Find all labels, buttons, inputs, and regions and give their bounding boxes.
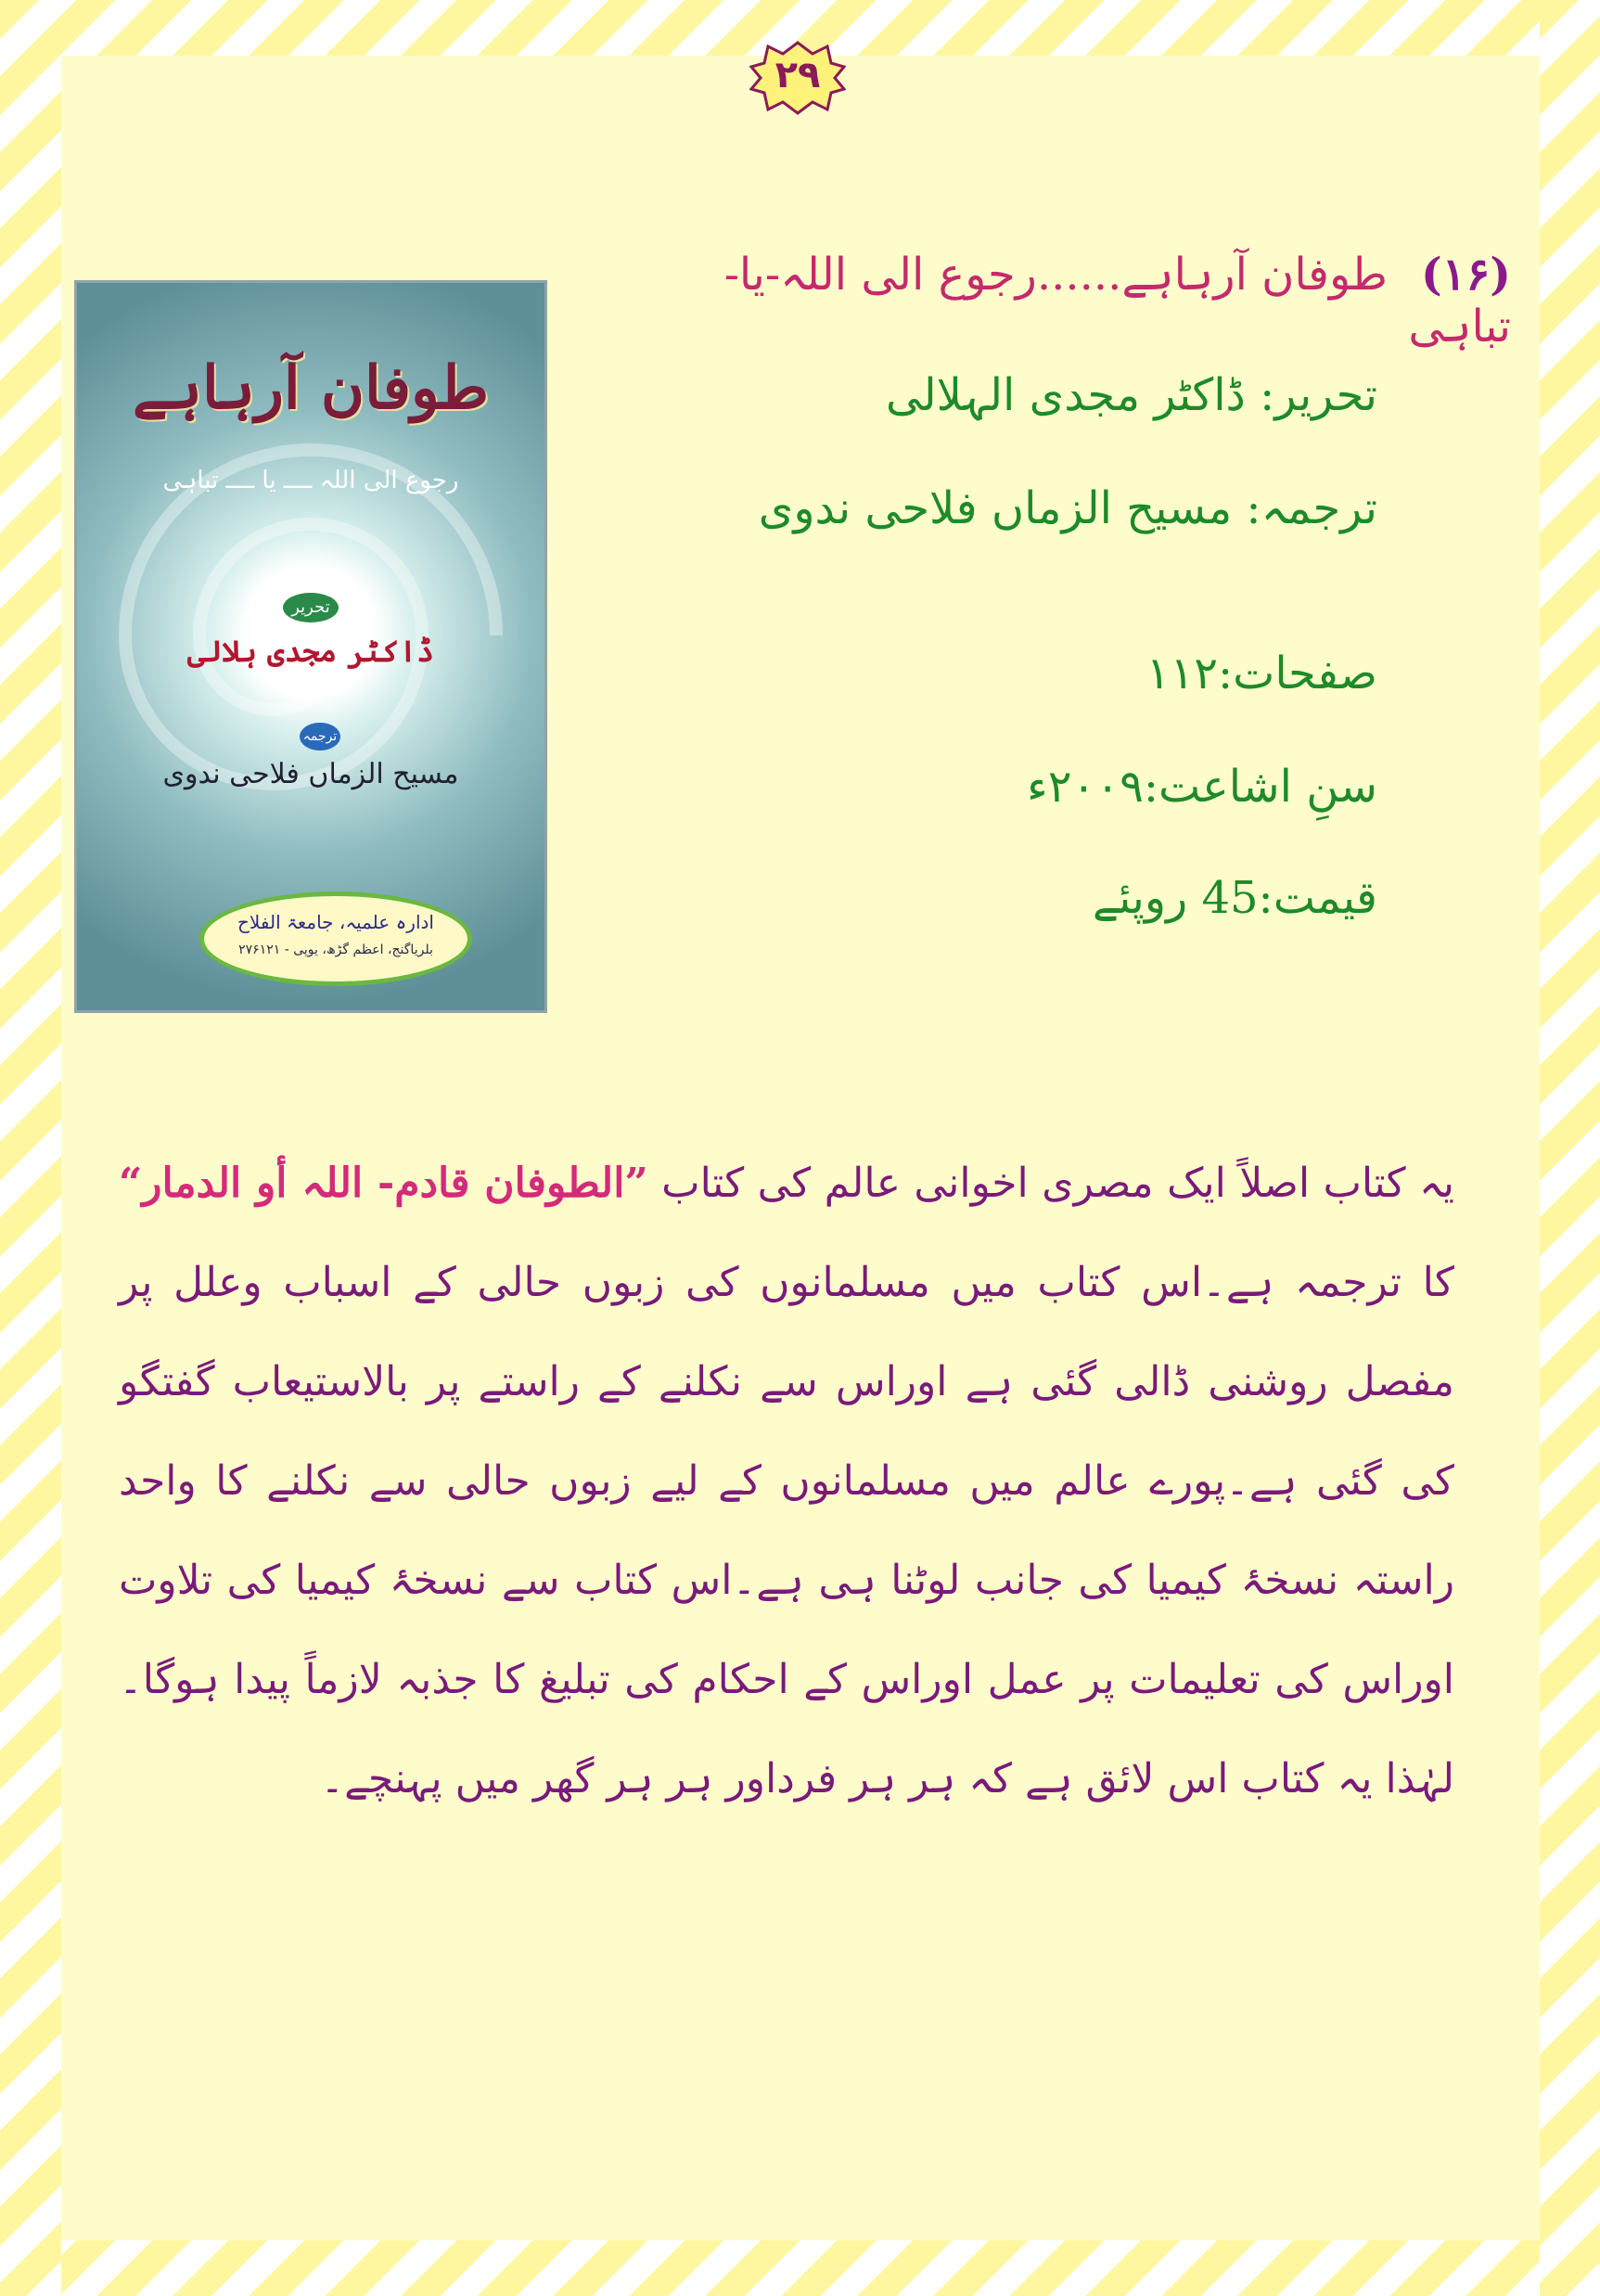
cover-author-label: تحریر	[283, 593, 339, 622]
entry-pages: صفحات:۱۱۲	[1146, 648, 1377, 699]
page-number-badge	[749, 41, 846, 115]
cover-subtitle: رجوع الی اللہ ــــ یا ــــ تباہی	[162, 467, 459, 494]
entry-price: قیمت:45 روپئے	[1092, 872, 1377, 924]
page-number: ۲۹	[774, 54, 821, 96]
cover-publisher-box	[199, 891, 472, 986]
cover-publisher: ادارہ علمیہ، جامعۃ الفلاح	[237, 911, 434, 933]
cover-author: ڈاکٹر مجدی ہلالی	[186, 634, 435, 669]
description-body: کا ترجمہ ہے۔اس کتاب میں مسلمانوں کی زبوں حالی کے اسباب وعلل پر مفصل روشنی ڈالی گئی ہے اوراس سے نکلنے کے راستے پر بالاستیعاب گفتگو کی گئی ہے۔پورے عالم میں مسلمانوں کے لیے زبوں حالی سے نکلنے کا واحد راستہ نسخۂ کیمیا کی جانب لوٹنا ہی ہے۔اس کتاب سے نسخۂ کیمیا کی تلاوت اوراس کی تعلیمات پر عمل اوراس کے احکام کی تبلیغ کا جذبہ لازماً پیدا ہوگا۔لہٰذا یہ کتاب اس لائق ہے کہ ہر ہر فرداور ہر ہر گھر میں پہنچے۔	[119, 1259, 1454, 1802]
entry-publication-year: سنِ اشاعت:۲۰۰۹ء	[1027, 761, 1377, 813]
book-description	[119, 1134, 1454, 1828]
cover-translator-label: ترجمہ	[300, 723, 340, 750]
original-book-title: ”الطوفان قادم- اللہ أو الدمار“	[119, 1160, 648, 1207]
entry-title-line	[676, 249, 1511, 353]
entry-number: (۱۶)	[1421, 249, 1511, 301]
cover-address: بلریاگنج، اعظم گڑھ، یوپی - ۲۷۶۱۲۱	[238, 943, 433, 957]
entry-translator: ترجمہ: مسیح الزماں فلاحی ندوی	[758, 482, 1377, 534]
page-border-bottom	[0, 2240, 1600, 2296]
entry-author: تحریر: ڈاکٹر مجدی الہلالی	[886, 369, 1377, 421]
description-intro: یہ کتاب اصلاً ایک مصری اخوانی عالم کی کتاب	[647, 1160, 1454, 1207]
book-cover-image	[74, 280, 547, 1013]
entry-title: طوفان آرہاہے......رجوع الی اللہ-یا-تباہی	[723, 249, 1511, 353]
cover-translator: مسیح الزماں فلاحی ندوی	[162, 758, 459, 790]
page-border-right	[1540, 0, 1600, 2296]
cover-title: طوفان آرہاہے	[132, 353, 490, 423]
page-border-left	[0, 0, 61, 2296]
